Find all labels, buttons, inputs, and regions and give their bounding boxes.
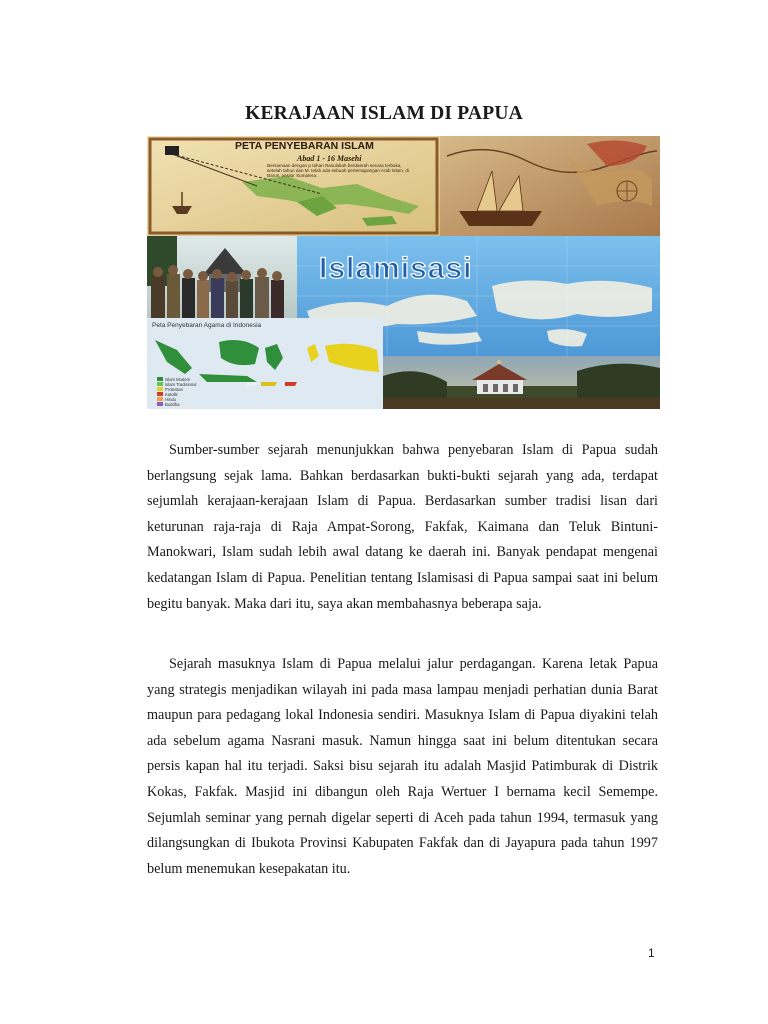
legend-label-hindu: Hindu [165,397,176,402]
legend-label-protestan: Protestan [165,387,183,392]
banner-word-text: Islamisasi [319,252,473,285]
paragraph-2: Sejarah masuknya Islam di Papua melalui jalur perdagangan. Karena letak Papua yang strategis menjadikan wilayah ini pada masa lampau menjadi perhatian dunia Barat maupun para pedagang lokal Indonesia sendiri. Masuknya Islam di Papua diyakini telah ada sebelum agama Nasrani masuk. Namun hingga saat ini belum ditentukan secara persis kapan hal itu terjadi. Saksi bisu sejarah itu adalah Masjid Patimburak di Distrik Kokas, Fakfak. Masjid ini dibangun oleh Raja Wertuer I bernama kecil Semempe. Sejumlah seminar yang pernah digelar seperti di Aceh pada tahun 1994, termasuk yang dilangsungkan di Ibukota Provinsi Kabupaten Fakfak dan di Jayapura pada tahun 1997 belum menemukan kesepakatan itu. [147,656,658,877]
mosque-photo-panel [383,356,660,409]
old-trade-map-panel [440,136,660,236]
islam-spread-map-panel [147,136,440,236]
paragraph-1: Sumber-sumber sejarah menunjukkan bahwa penyebaran Islam di Papua sudah berlangsung sejak lama. Bahkan berdasarkan bukti-bukti sejarah yang ada, terdapat sejumlah kerajaan-kerajaan Islam di Papua. Berdasarkan sumber tradisi lisan dari keturunan raja-raja di Raja Ampat-Sorong, Fakfak, Kaimana dan Teluk Bintuni-Manokwari, Islam sudah lebih awal datang ke daerah ini. Banyak pendapat mengenai kedatangan Islam di Papua. Penelitian tentang Islamisasi di Papua sampai saat ini belum begitu banyak. Maka dari itu, saya akan membahasnya beberapa saja. [147,442,658,612]
map-note-text: Bersamaan dengan p tahan Rasulullah berdaerah secara terbuka, setelah tahun dan M. telah ada sebuah pertemapangan Arab Islam, di Barus, pesisir Sumatera. [267,163,409,179]
map-subtitle-text: Abad 1 - 16 Masehi [297,154,362,163]
islamization-collage-image [147,136,660,409]
page-number: 1 [648,946,655,960]
religion-map-title-text: Peta Penyebaran Agama di Indonesia [152,322,262,329]
legend-label-islam-tradisional: Islam Tradisional [165,382,197,387]
legend-label-islam-modern: Islam Modern [165,377,191,382]
legend-label-buddha: Buddha [165,402,180,407]
people-photo-panel [147,236,297,318]
legend-label-katolik: Katolik [165,392,178,397]
map-title-text: PETA PENYEBARAN ISLAM [235,140,374,152]
religion-spread-map-panel [147,318,383,409]
page-title: KERAJAAN ISLAM DI PAPUA [245,103,523,124]
